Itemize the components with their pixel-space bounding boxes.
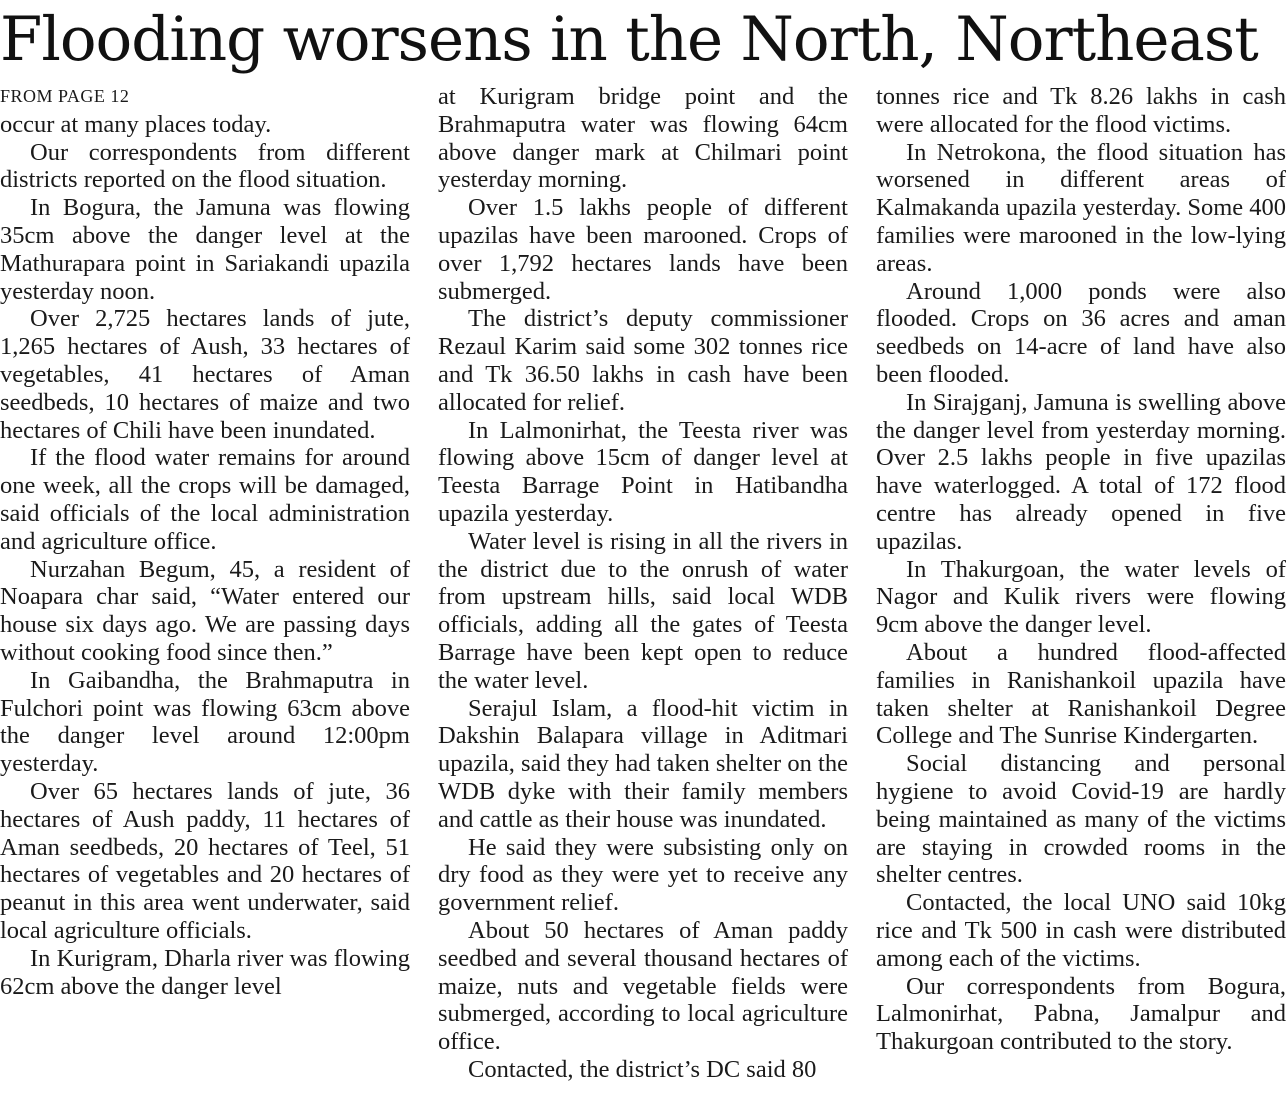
paragraph: at Kurigram bridge point and the Brahmaputra water was flowing 64cm above danger mark at Chilmari point yesterday morning. bbox=[438, 83, 848, 194]
paragraph: The district’s deputy commissioner Rezaul Karim said some 302 tonnes rice and Tk 36.50 lakhs in cash have been allocated for relief. bbox=[438, 305, 848, 416]
paragraph: About 50 hectares of Aman paddy seedbed and several thousand hectares of maize, nuts and vegetable fields were submerged, according to local agriculture office. bbox=[438, 916, 848, 1056]
paragraph: occur at many places today. bbox=[0, 110, 272, 138]
paragraph: If the flood water remains for around one week, all the crops will be damaged, said officials of the local administration and agriculture office. bbox=[0, 444, 410, 555]
headline: Flooding worsens in the North, Northeast bbox=[0, 4, 1258, 75]
paragraph: In Kurigram, Dharla river was flowing 62cm above the danger level bbox=[0, 944, 410, 1000]
paragraph: Over 65 hectares lands of jute, 36 hectares of Aush paddy, 11 hectares of Aman seedbeds, 20 hectares of Teel, 51 hectares of vegetables and 20 hectares of peanut in this area went underwater, said local agriculture officials. bbox=[0, 777, 410, 944]
paragraph: In Netrokona, the flood situation has worsened in different areas of Kalmakanda upazila yesterday. Some 400 families were marooned in the low-lying areas. bbox=[876, 138, 1286, 277]
paragraph: Our correspondents from different districts reported on the flood situation. bbox=[0, 138, 410, 194]
paragraph: Contacted, the local UNO said 10kg rice and Tk 500 in cash were distributed among each of the victims. bbox=[876, 889, 1286, 972]
paragraph: Over 1.5 lakhs people of different upazilas have been marooned. Crops of over 1,792 hectares lands have been submerged. bbox=[438, 194, 848, 305]
paragraph: Serajul Islam, a flood-hit victim in Dakshin Balapara village in Aditmari upazila, said they had taken shelter on the WDB dyke with their family members and cattle as their house was inundated. bbox=[438, 694, 848, 833]
paragraph: In Gaibandha, the Brahmaputra in Fulchori point was flowing 63cm above the danger level around 12:00pm yesterday. bbox=[0, 666, 410, 778]
paragraph: Around 1,000 ponds were also flooded. Crops on 36 acres and aman seedbeds on 14-acre of land have also been flooded. bbox=[876, 277, 1286, 388]
paragraph: He said they were subsisting only on dry food as they were yet to receive any government relief. bbox=[438, 833, 848, 917]
article-column-3 bbox=[876, 83, 1286, 1056]
paragraph: In Thakurgoan, the water levels of Nagor and Kulik rivers were flowing 9cm above the danger level. bbox=[876, 555, 1286, 639]
paragraph: Our correspondents from Bogura, Lalmonirhat, Pabna, Jamalpur and Thakurgoan contributed to the story. bbox=[876, 972, 1286, 1056]
jump-label: FROM PAGE 12 bbox=[0, 86, 130, 106]
paragraph: In Sirajganj, Jamuna is swelling above the danger level from yesterday morning. Over 2.5 lakhs people in five upazilas have waterlogged. A total of 172 flood centre has already opened in five upazilas. bbox=[876, 388, 1286, 555]
paragraph: tonnes rice and Tk 8.26 lakhs in cash were allocated for the flood victims. bbox=[876, 83, 1286, 138]
article-column-1 bbox=[0, 83, 410, 1000]
paragraph: Nurzahan Begum, 45, a resident of Noapara char said, “Water entered our house six days ago. We are passing days without cooking food since then.” bbox=[0, 555, 410, 666]
paragraph: Water level is rising in all the rivers in the district due to the onrush of water from upstream hills, said local WDB officials, adding all the gates of Teesta Barrage have been kept open to reduce the water level. bbox=[438, 527, 848, 694]
paragraph: Social distancing and personal hygiene to avoid Covid-19 are hardly being maintained as many of the victims are staying in crowded rooms in the shelter centres. bbox=[876, 750, 1286, 889]
paragraph: Contacted, the district’s DC said 80 bbox=[468, 1055, 817, 1083]
paragraph: About a hundred flood-affected families in Ranishankoil upazila have taken shelter at Ranishankoil Degree College and The Sunrise Kindergarten. bbox=[876, 638, 1286, 750]
paragraph: In Bogura, the Jamuna was flowing 35cm above the danger level at the Mathurapara point in Sariakandi upazila yesterday noon. bbox=[0, 194, 410, 305]
paragraph: In Lalmonirhat, the Teesta river was flowing above 15cm of danger level at Teesta Barrage Point in Hatibandha upazila yesterday. bbox=[438, 416, 848, 527]
paragraph: Over 2,725 hectares lands of jute, 1,265 hectares of Aush, 33 hectares of vegetables, 41 hectares of Aman seedbeds, 10 hectares of maize and two hectares of Chili have been inundated. bbox=[0, 305, 410, 444]
article-column-2 bbox=[438, 83, 848, 1084]
